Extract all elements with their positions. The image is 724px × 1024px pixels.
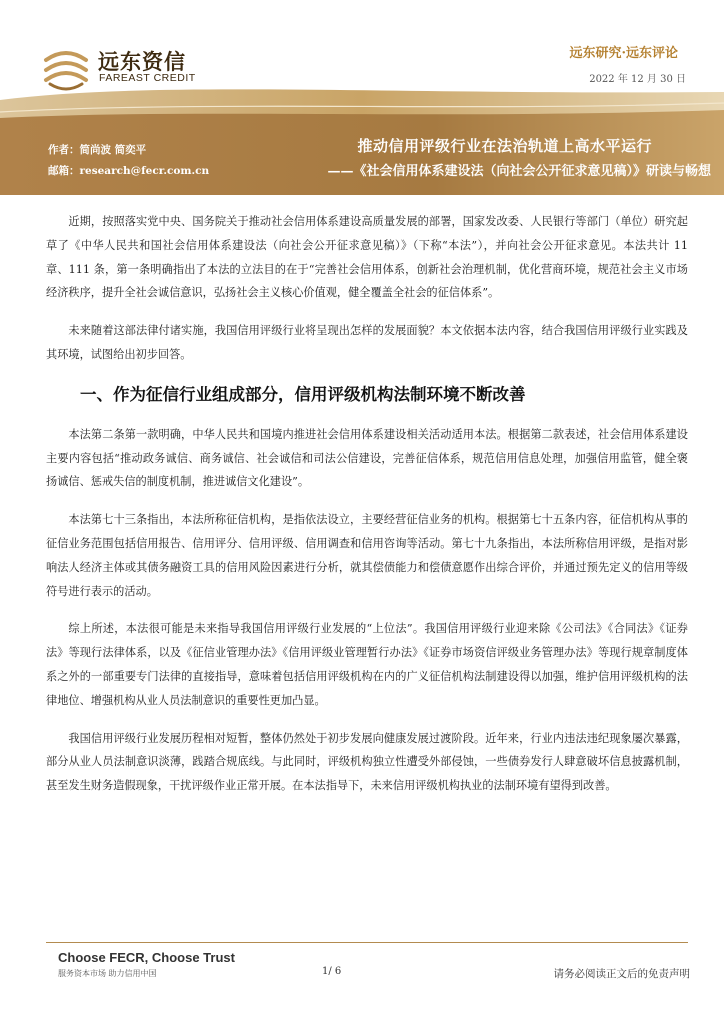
author-line: 作者：简尚波 简奕平 — [48, 144, 147, 156]
paragraph-summary: 综上所述，本法很可能是未来指导我国信用评级行业发展的“上位法”。我国信用评级行业迎来除《公司法》《合同法》《证券法》等现行法律体系，以及《征信业管理办法》《信用评级业管理暂行办法》《证券市场资信评级业务管理办法》等现行规章制度体系之外的一部重要专门法律的直接指导，意味着包括信用评级机构在内的广义征信机构法制建设得以加强，维护信用评级机构的法律地位、增强机构从业人员法制意识的重要性更加凸显。 — [46, 622, 688, 707]
paragraph-industry: 我国信用评级行业发展历程相对短暂，整体仍然处于初步发展向健康发展过渡阶段。近年来，行业内违法违纪现象屡次暴露，部分从业人员法制意识淡薄，践踏合规底线。与此同时，评级机构独立性遭受外部侵蚀，一些债券发行人肆意破坏信息披露机制，甚至发生财务造假现象，干扰评级作业正常开展。在本法指导下，未来信用评级机构执业的法制环境有望得到改善。 — [46, 731, 688, 793]
footer-slogan: Choose FECR, Choose Trust — [58, 950, 235, 965]
report-body — [46, 210, 688, 812]
email-line[interactable]: 邮箱：research@fecr.com.cn — [48, 165, 210, 177]
paragraph-intro: 近期，按照落实党中央、国务院关于推动社会信用体系建设高质量发展的部署，国家发改委、人民银行等部门（单位）研究起草了《中华人民共和国社会信用体系建设法（向社会公开征求意见稿）》（下称“本法”），并向社会公开征求意见。本法共计 11 章、111 条，第一条明确指出了本法的立法目的在于“完善社会信用体系，创新社会治理机制，优化营商环境，规范社会主义市场经济秩序，提升全社会诚信意识，弘扬社会主义核心价值观，健全覆盖全社会的征信体系”。 — [46, 215, 688, 300]
fareast-logo-icon — [40, 42, 92, 94]
brand-name-cn: 远东资信 — [98, 50, 186, 74]
report-subtitle: ——《社会信用体系建设法（向社会公开征求意见稿）》研读与畅想 — [327, 164, 711, 179]
section-heading-1: 一、作为征信行业组成部分，信用评级机构法制环境不断改善 — [80, 384, 526, 404]
paragraph-article-2: 本法第二条第一款明确，中华人民共和国境内推进社会信用体系建设相关活动适用本法。根据第二款表述，社会信用体系建设主要内容包括“推动政务诚信、商务诚信、社会诚信和司法公信建设，完善征信体系，规范信用信息处理，加强信用监管，健全褒扬诚信、惩戒失信的制度机制，推进诚信文化建设”。 — [46, 427, 688, 489]
footer-divider — [46, 942, 688, 943]
brand-name-en: FAREAST CREDIT — [99, 72, 196, 84]
page-number: 1/ 6 — [322, 966, 342, 977]
report-series: 远东研究·远东评论 — [569, 46, 678, 61]
report-date: 2022 年 12 月 30 日 — [589, 74, 686, 85]
footer-tagline: 服务资本市场 助力信用中国 — [58, 969, 157, 978]
paragraph-outlook: 未来随着这部法律付诸实施，我国信用评级行业将呈现出怎样的发展面貌？本文依据本法内容，结合我国信用评级行业实践及其环境，试图给出初步回答。 — [46, 324, 688, 361]
paragraph-article-73: 本法第七十三条指出，本法所称征信机构，是指依法设立，主要经营征信业务的机构。根据第七十五条内容，征信机构从事的征信业务范围包括信用报告、信用评分、信用评级、信用调查和信用咨询等活动。第七十九条指出，本法所称信用评级，是指对影响法人经济主体或其债务融资工具的信用风险因素进行分析，就其偿债能力和偿债意愿作出综合评价，并通过预先定义的信用等级符号进行表示的活动。 — [46, 513, 688, 598]
disclaimer-notice: 请务必阅读正文后的免责声明 — [553, 968, 690, 980]
report-header — [0, 0, 724, 195]
report-title: 推动信用评级行业在法治轨道上高水平运行 — [357, 137, 652, 155]
